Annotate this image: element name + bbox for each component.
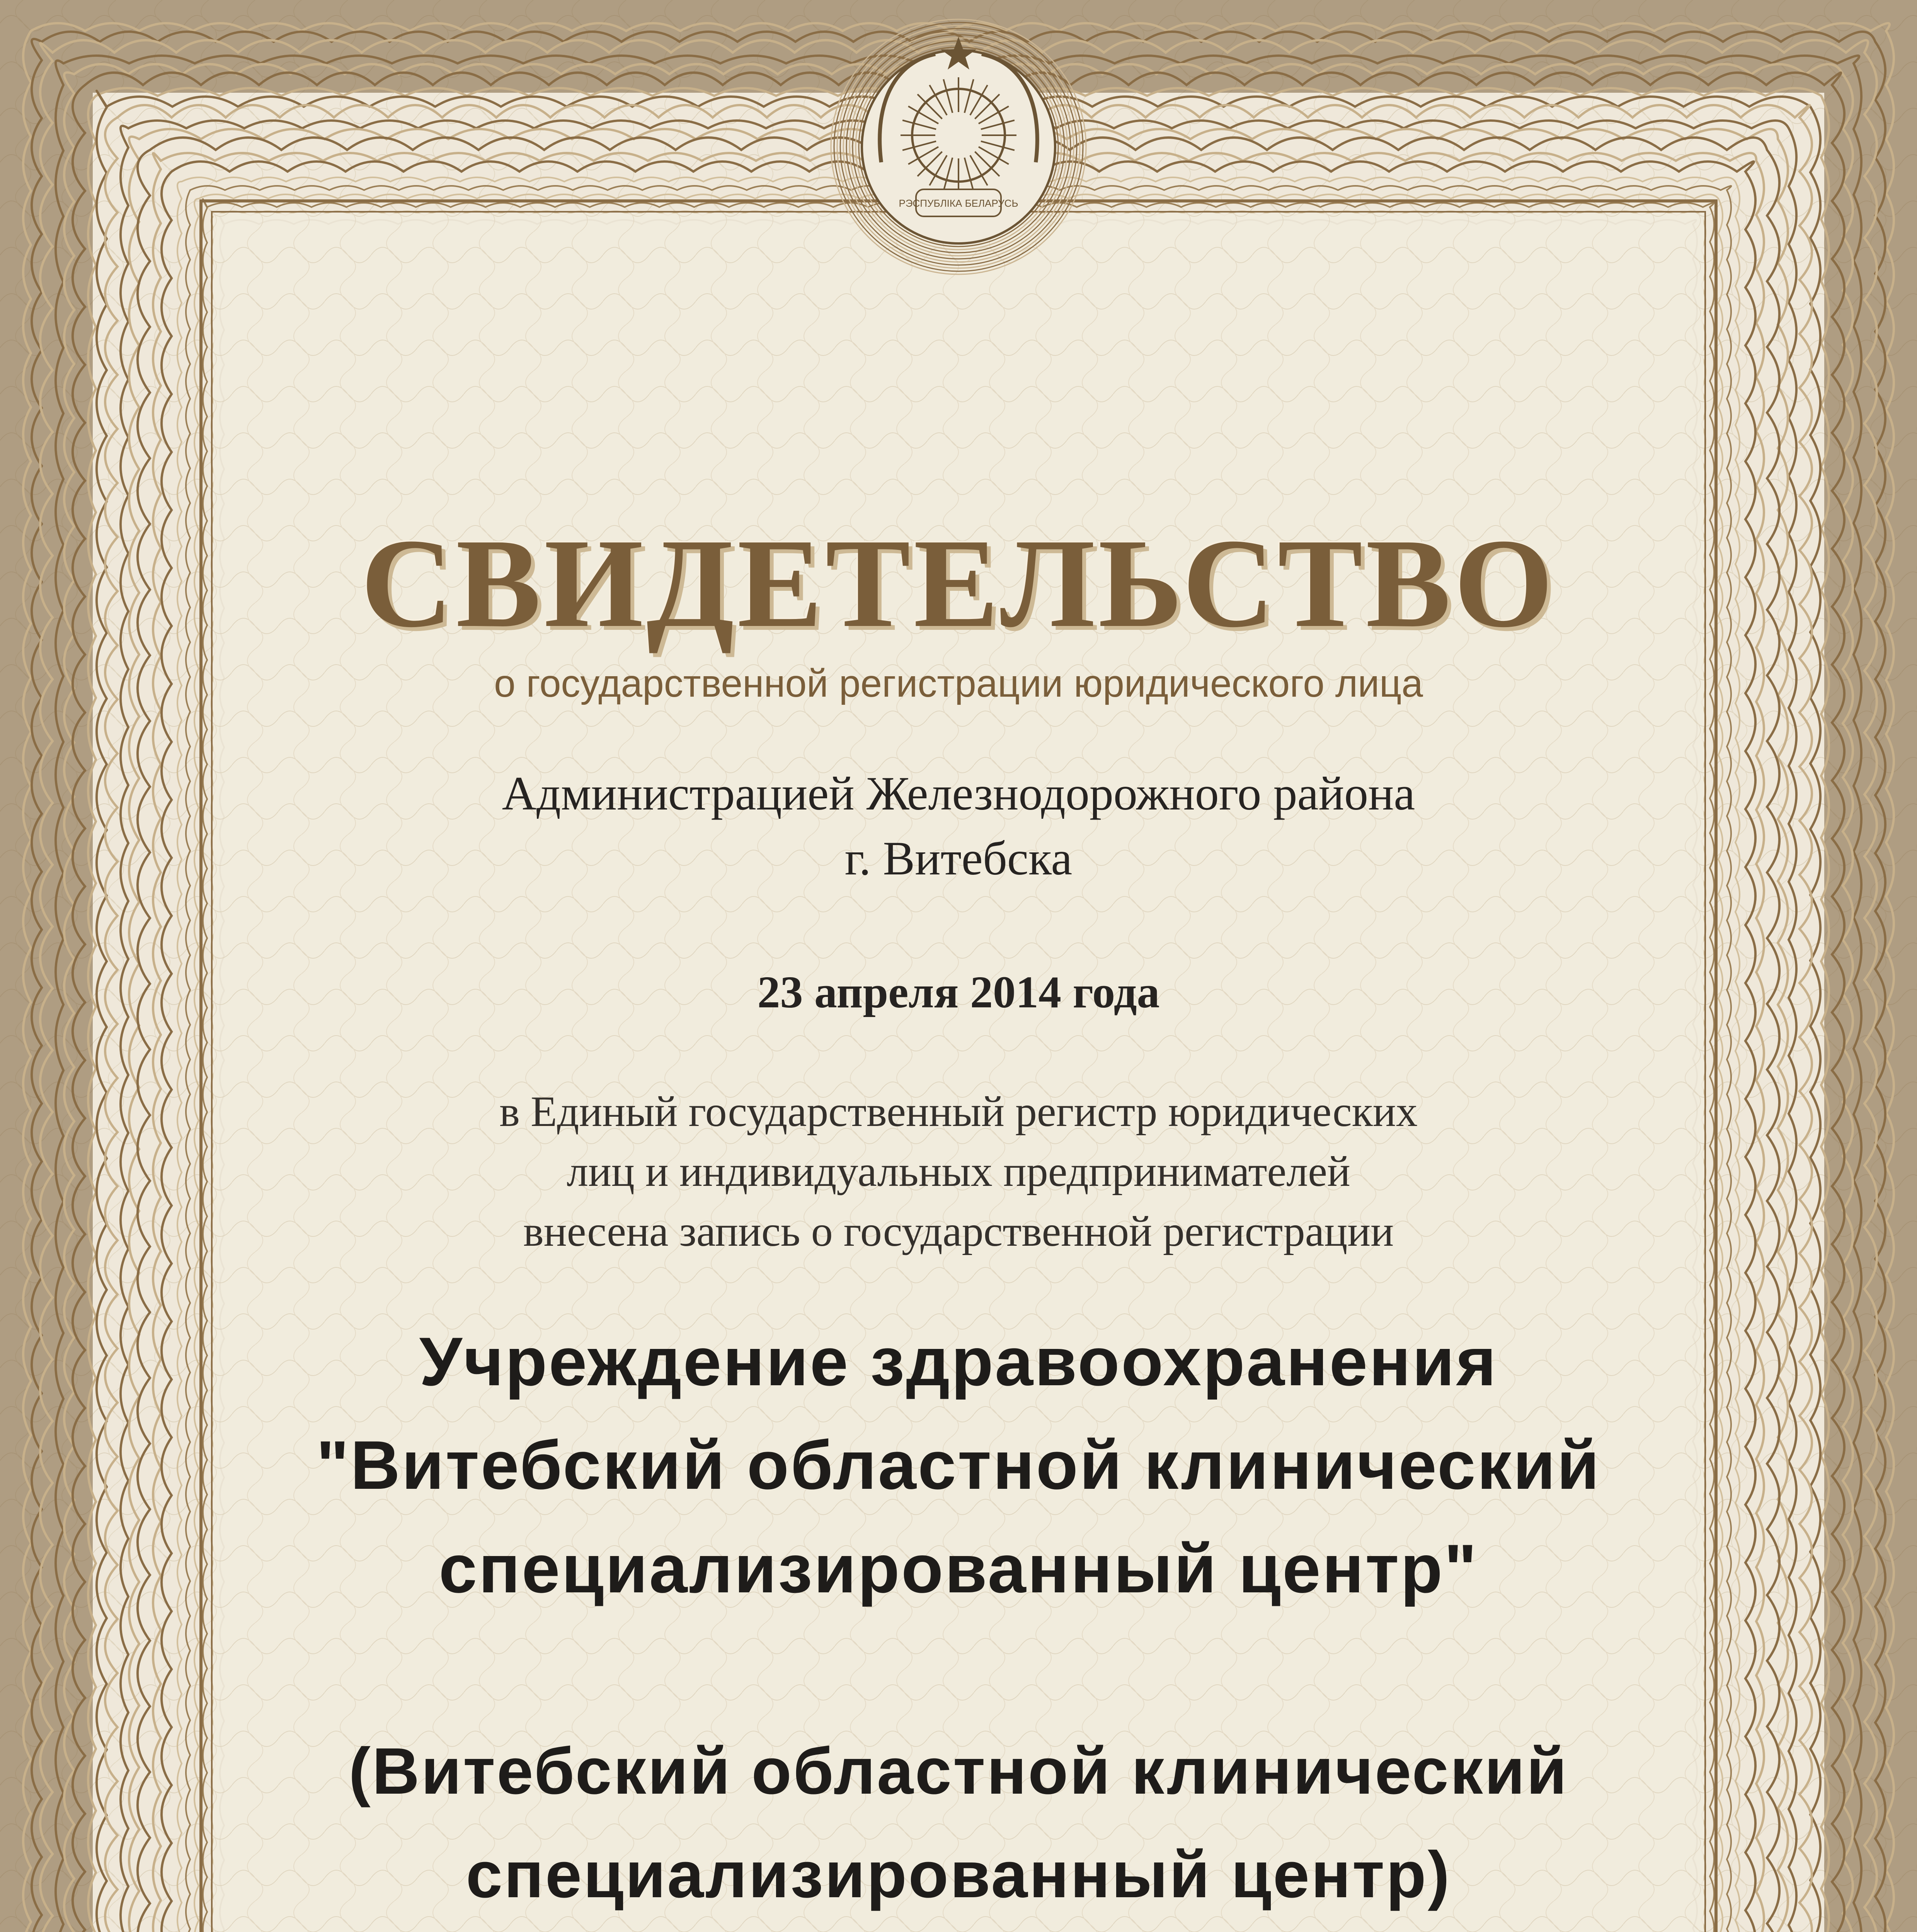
register-line: в Единый государственный регистр юридических	[499, 1088, 1418, 1136]
register-line: внесена запись о государственной регистрации	[523, 1208, 1394, 1255]
certificate-subtitle: о государственной регистрации юридического лица	[494, 662, 1423, 705]
register-statement	[0, 1082, 1917, 1262]
issuer-block	[0, 761, 1917, 891]
issuer-line: г. Витебска	[844, 832, 1073, 885]
organization-name	[0, 1310, 1917, 1621]
emblem-ribbon-text: РЭСПУБЛІКА БЕЛАРУСЬ	[899, 197, 1018, 209]
issuer-line: Администрацией Железнодорожного района	[502, 767, 1415, 820]
organization-line: "Витебский областной клинический	[316, 1427, 1601, 1503]
certificate-title: СВИДЕТЕЛЬСТВО	[361, 513, 1556, 654]
short-name-line: (Витебский областной клинический	[349, 1735, 1568, 1808]
organization-line: специализированный центр"	[439, 1530, 1478, 1607]
organization-short-name	[0, 1719, 1917, 1927]
registration-date: 23 апреля 2014 года	[757, 967, 1160, 1017]
short-name-line: специализированный центр)	[466, 1838, 1451, 1912]
register-line: лиц и индивидуальных предпринимателей	[567, 1148, 1350, 1196]
organization-line: Учреждение здравоохранения	[419, 1323, 1498, 1400]
